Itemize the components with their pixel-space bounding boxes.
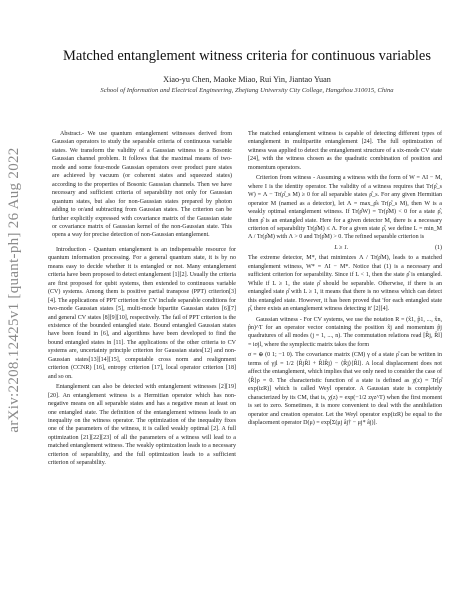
equation-body: L ≥ 1. [334,244,349,251]
gaussian-witness-paragraph: Gaussian witness - For CV systems, we use the notation R = (x̂1, p̂1, ..., x̂n, p̂n)^T for an operator vector containing the position x̂j and momentum p̂j quadratures of all modes (j = 1, ..., n). The commutation relations read [R̂j, R̂l] = iσjl, where the symplectic matrix takes the form [248,316,442,348]
criterion-paragraph: Criterion from witness - Assuming a witness with the form of W = ΛI − M, where I is the identity operator. The validity of a witness requires that Tr(ρ̂_s W) = Λ − Tr(ρ̂_s M) ≥ 0 for all separable states ρ̂_s. For any given Hermitian operator M (named as a detector), let Λ = max_ρ̂s Tr(ρ̂_s M), then W is a weakly optimal entanglement witness. If Tr(ρ̂W) = Tr(ρ̂M) < 0 for a state ρ̂, then ρ̂ is an entangled state. Here for a given detector M, there is a necessary criterion of separability Tr(ρ̂M) ≤ Λ. For a given state ρ̂, we define L = min_M Λ / Tr(ρ̂M) with Λ > 0 and Tr(ρ̂M) > 0. The refined separable criterion is [248,175,442,241]
continued-paragraph: The matched entanglement witness is capable of detecting different types of entanglement in multipartite entanglement [24]. The full optimization of witness was applied to detect the entanglement structure of a six-mode CV state [24], with the witness chosen as the quadratic combination of position and momentum operators. [248,131,442,171]
right-column [248,130,442,429]
left-column [48,130,236,470]
affiliation: School of Information and Electrical Engineering, Zhejiang University City College, Hangzhou 310015, China [100,87,394,94]
abstract: Abstract.- We use quantum entanglement witnesses derived from Gaussian operators to study the separable criteria of continuous variable states. We transform the validity of a Gaussian witness to a Bosonic Gaussian channel problem. It follows that the maximal means of two-mode and some four-mode Gaussian operators over product pure states are achieved by vacuum (or coherent states and squeezed states) according to the properties of Bosonic Gaussian channels. Then we have necessary and sufficient criteria of separability not only for Gaussian quantum states, but also for non-Gaussian states prepared by photon adding to or/and subtracting from Gaussian states. The criterion can be further explicitly expressed with covariance matrix of the Gaussian state or covariance matrix of Gaussian kernel of the non-Gaussian state. This opens a way for precise detection of non-Gaussian entanglement. [52,131,232,239]
equation-1 [248,244,442,252]
equation-number: (1) [434,244,442,251]
paper-header [40,48,454,94]
covariance-paragraph: σ = ⊕ (0 1; −1 0). The covariance matrix (CM) γ of a state ρ̂ can be written in terms of γjl = 1/2 ⟨R̂jR̂l + R̂lR̂j⟩ − ⟨R̂j⟩⟨R̂l⟩. A local displacement does not affect the entanglement, which implies that we only need to consider the case of ⟨R̂⟩ρ = 0. The characteristic function of a state is defined as χ(z) = Tr[ρ̂ exp(izR)] which is called Weyl operator. A Gaussian state is completely characterized by its CM, that is, χ(z) = exp(−1/2 zγz^T) when the first moment is set to zero. Sometimes, it is more convenient to deal with the annihilation operator and creation operator. Let the Weyl operator exp(izR) be equal to the displacement operator D(μ) = exp[Σ(μj âj† − μj* âj)]. [248,352,442,426]
arxiv-identifier-text: arXiv:2208.12425v1 [quant-ph] 26 Aug 2022 [6,147,22,433]
arxiv-identifier [4,40,24,540]
paper-title: Matched entanglement witness criteria for continuous variables [62,48,431,64]
extreme-detector-paragraph: The extreme detector, M*, that minimizes Λ / Tr(ρ̂M), leads to a matched entanglement witness, W* = ΛI − M*. Notice that (1) is a necessary and sufficient criterion for separability. Since if L < 1, then the state ρ̂ is entangled. While if L ≥ 1, the state ρ̂ should be separable. Otherwise, if there is an entangled state ρ̂ with L ≥ 1, it means that there is no witness which can detect this entangled state. However, it has been proved that 'for each entangled state ρ̂, there exists an entanglement witness detecting it' [2][4]. [248,255,442,313]
introduction-paragraph: Introduction - Quantum entanglement is an indispensable resource for quantum information processing. For a general quantum state, it is by no means easy to decide whether it is entangled or not. Many entanglement criteria have been proposed to detect entanglement [1][2]. Usually the criteria are first proposed for qubit systems, then extended to continuous variable (CV) systems. Among them is positive partial transpose (PPT) criterion[3][4]. The applications of PPT criterion for CV include separable conditions for two-mode Gaussian states [5], multi-mode bipartite Gaussian states [6][7] and general CV states [8][9][10], respectively. The fail of PPT criterion is the existence of the bounded entangled state. Bound entangled Gaussian states have been found in [6], and algorithms have been developed to find the bound entangled states in [11]. The applications of the other criteria to CV systems are, uncertainty principle criterion for Gaussian states[12] and non-Gaussian states[13][14][15], computable cross norm and realignment criterion (CCNR) [16], entropy criterion [17], local operator criterion [18] and so on. [48,246,236,380]
witness-intro-paragraph: Entanglement can also be detected with entanglement witnesses [2][19][20]. An entanglement witness is a Hermitian operator which has non-negative means on all separable states and has a negative mean at least on one entangled state. The definition of the entanglement witness leads to an inequality on the witness operator. The optimization of the inequality fixes one of the parameters of the witness, it is called weakly optimal [2]. A full optimization [21][22][23] of all the parameters of a witness will lead to a matched entanglement witness. The weakly optimization leads to a necessary criterion of separability, and the full optimization leads to a sufficient criterion of separability. [48,384,236,467]
author-list: Xiao-yu Chen, Maoke Miao, Rui Yin, Jiantao Yuan [163,75,331,84]
